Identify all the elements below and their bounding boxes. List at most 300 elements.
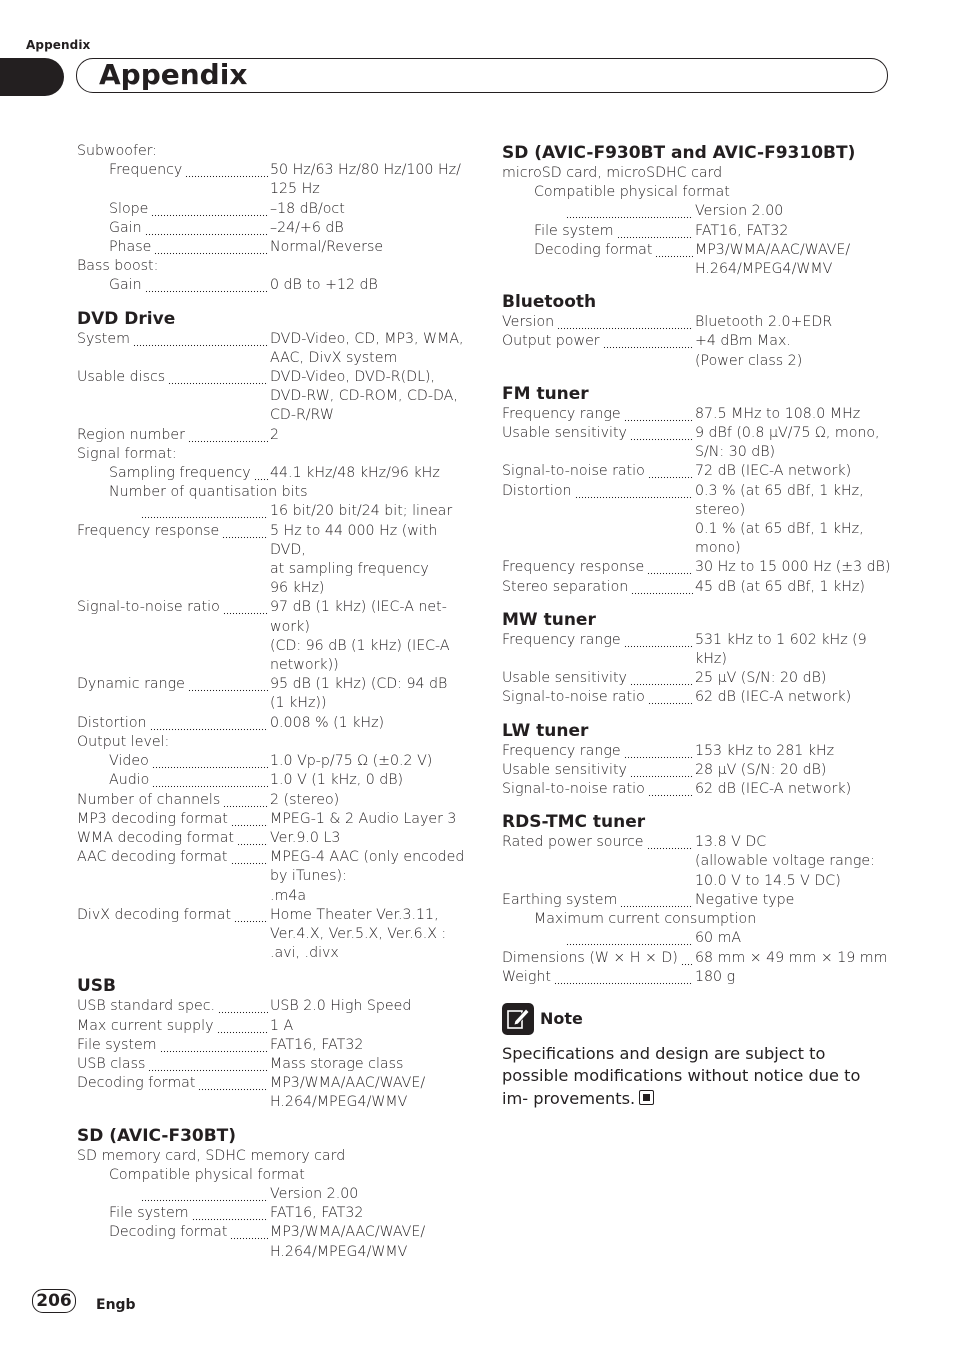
spec-label [109, 276, 268, 295]
spec-value: Negative type [695, 891, 795, 908]
dot-leader [231, 848, 269, 867]
spec-row [77, 829, 467, 848]
dot-leader [160, 1036, 268, 1055]
spec-label [109, 238, 268, 257]
spec-label-text: WMA decoding format [77, 829, 234, 846]
dot-leader [681, 949, 693, 968]
dot-leader [630, 761, 693, 780]
spec-row [77, 1055, 467, 1074]
dot-leader [231, 810, 268, 829]
spec-value: H.264/MPEG4/WMV [270, 1094, 408, 1111]
spec-value: H.264/MPEG4/WMV [695, 261, 833, 278]
dot-leader [648, 780, 693, 799]
spec-label [109, 161, 268, 180]
spec-value: 50 Hz/63 Hz/80 Hz/100 Hz/ [270, 162, 461, 179]
spec-value: 62 dB (IEC-A network) [695, 689, 852, 706]
spec-label [502, 761, 693, 780]
spec-value: .avi, .divx [270, 945, 339, 962]
dot-leader [237, 829, 268, 848]
spec-label [77, 810, 268, 829]
spec-value: Home Theater Ver.3.11, [270, 906, 439, 923]
spec-label [502, 688, 693, 707]
spec-value: Normal/Reverse [270, 239, 384, 256]
spec-label-text: Signal-to-noise ratio [502, 689, 645, 706]
dot-leader [647, 833, 693, 852]
spec-label [502, 332, 693, 351]
spec-label [77, 997, 268, 1016]
spec-label [77, 791, 268, 810]
spec-label-text: Video [109, 753, 149, 770]
spec-label [502, 949, 693, 968]
spec-value: 180 g [695, 968, 736, 985]
spec-label [502, 742, 693, 761]
spec-label [109, 219, 268, 238]
right-column [502, 142, 892, 1110]
spec-value: 1.0 Vp-p/75 Ω (±0.2 V) [270, 753, 433, 770]
spec-row [502, 833, 892, 891]
dot-leader [254, 464, 268, 483]
spec-label [109, 1223, 268, 1242]
spec-label-text: Dynamic range [77, 676, 185, 693]
dot-leader [154, 238, 268, 257]
spec-row [77, 219, 467, 238]
spec-value: by iTunes): [270, 868, 347, 885]
spec-value: FAT16, FAT32 [695, 222, 789, 239]
spec-row [77, 997, 467, 1016]
spec-value: Version 2.00 [695, 203, 784, 220]
spec-group-label: Subwoofer: [77, 143, 158, 159]
spec-row [77, 1017, 467, 1036]
spec-value: MP3/WMA/AAC/WAVE/ [270, 1224, 426, 1241]
dot-leader [218, 997, 268, 1016]
spec-label-text: Frequency range [502, 631, 621, 648]
spec-value: (CD: 96 dB (1 kHz) (IEC-A [270, 637, 450, 654]
spec-label-text: Frequency range [502, 405, 621, 422]
spec-row [77, 502, 467, 521]
spec-label [77, 1055, 268, 1074]
dot-leader [141, 1185, 268, 1204]
spec-value: 68 mm × 49 mm × 19 mm [695, 949, 888, 966]
spec-label-text: Decoding format [534, 241, 653, 258]
spec-label-text: Decoding format [77, 1075, 196, 1092]
spec-row [502, 761, 892, 780]
dot-leader [150, 714, 268, 733]
spec-value: S/N: 30 dB) [695, 444, 776, 461]
dot-leader [648, 688, 693, 707]
spec-label [502, 405, 693, 424]
spec-row [77, 330, 467, 368]
dot-leader [566, 929, 693, 948]
spec-value: 25 µV (S/N: 20 dB) [695, 670, 827, 687]
running-head: Appendix [26, 38, 91, 52]
spec-value: –18 dB/oct [270, 200, 345, 217]
spec-row [502, 202, 892, 221]
section-heading: SD (AVIC-F30BT) [77, 1125, 237, 1146]
spec-row [77, 1185, 467, 1204]
spec-row [77, 426, 467, 445]
spec-label-text: Output power [502, 333, 600, 350]
spec-label-text: MP3 decoding format [77, 810, 228, 827]
spec-row [77, 810, 467, 829]
spec-value: 97 dB (1 kHz) (IEC-A net- [270, 599, 447, 616]
spec-value: MP3/WMA/AAC/WAVE/ [270, 1075, 426, 1092]
spec-label [77, 1017, 268, 1036]
spec-label [77, 426, 268, 445]
spec-value: at sampling frequency [270, 561, 429, 578]
section-heading: SD (AVIC-F930BT and AVIC-F9310BT) [502, 143, 856, 163]
dot-leader [575, 482, 693, 501]
language-code: Engb [96, 1297, 136, 1313]
spec-label [502, 833, 693, 852]
spec-value: +4 dBm Max. [695, 333, 791, 350]
spec-label [502, 462, 693, 481]
section-heading: RDS-TMC tuner [502, 812, 646, 833]
spec-label-text: Frequency range [502, 742, 621, 759]
spec-label-text: Rated power source [502, 834, 644, 851]
dot-leader [630, 424, 693, 443]
spec-row [77, 161, 467, 199]
section-heading: USB [77, 976, 117, 997]
spec-value: MPEG-1 & 2 Audio Layer 3 [270, 810, 457, 827]
spec-label [502, 482, 693, 501]
spec-value: network)) [270, 657, 339, 674]
dot-leader [133, 330, 268, 349]
spec-label-text: Region number [77, 426, 185, 443]
spec-label-text: DivX decoding format [77, 906, 232, 923]
dot-leader [630, 669, 693, 688]
spec-row [502, 631, 892, 669]
spec-value: CD-R/RW [270, 407, 334, 424]
page-title: Appendix [99, 58, 248, 91]
dot-leader [631, 578, 693, 597]
dot-leader [648, 462, 693, 481]
dot-leader [168, 368, 268, 387]
dot-leader [188, 675, 268, 694]
spec-label-text: Frequency response [502, 559, 645, 576]
page-number: 206 [32, 1289, 76, 1313]
spec-row [77, 368, 467, 426]
spec-group-label: Compatible physical format [534, 184, 730, 201]
spec-value: 2 (stereo) [270, 791, 340, 808]
spec-value: MPEG-4 AAC (only encoded [270, 849, 465, 866]
spec-group-label: microSD card, microSDHC card [502, 165, 723, 181]
dot-leader [151, 200, 268, 219]
spec-label [502, 424, 693, 443]
spec-label [502, 558, 693, 577]
spec-row [502, 742, 892, 761]
spec-label-text: File system [109, 1205, 189, 1222]
spec-group-label: Output level: [77, 733, 170, 750]
spec-row [502, 669, 892, 688]
spec-value: 62 dB (IEC-A network) [695, 781, 852, 798]
spec-label [502, 578, 693, 597]
spec-row [502, 462, 892, 481]
spec-label [502, 631, 693, 650]
spec-row [502, 891, 892, 910]
spec-row [502, 332, 892, 370]
spec-value: 10.0 V to 14.5 V DC) [695, 872, 841, 889]
title-tab [0, 58, 64, 96]
spec-value: AAC, DivX system [270, 349, 398, 366]
spec-row [77, 1036, 467, 1055]
spec-label [109, 200, 268, 219]
spec-label [109, 771, 268, 790]
spec-label-text: Usable sensitivity [502, 670, 627, 687]
spec-value: 16 bit/20 bit/24 bit; linear [270, 503, 453, 520]
spec-value: 5 Hz to 44 000 Hz (with DVD, [270, 522, 438, 558]
spec-label-text: System [77, 330, 130, 347]
dot-leader [141, 502, 268, 521]
dot-leader [152, 771, 268, 790]
spec-label [566, 929, 693, 948]
section-heading: Bluetooth [502, 292, 597, 313]
spec-row [502, 578, 892, 597]
spec-row [502, 780, 892, 799]
dot-leader [617, 222, 693, 241]
dot-leader [566, 202, 693, 221]
spec-label-text: File system [77, 1036, 157, 1053]
spec-value: DVD-RW, CD-ROM, CD-DA, [270, 388, 458, 405]
spec-group-label: Bass boost: [77, 258, 159, 275]
spec-row [502, 558, 892, 577]
spec-label-text: Usable sensitivity [502, 425, 627, 442]
spec-value: .m4a [270, 887, 307, 904]
spec-label-text: USB class [77, 1055, 146, 1072]
dot-leader [230, 1223, 268, 1242]
spec-value: MP3/WMA/AAC/WAVE/ [695, 241, 851, 258]
spec-row [502, 688, 892, 707]
spec-value: (1 kHz)) [270, 695, 327, 712]
spec-row [77, 848, 467, 906]
spec-group-label: Number of quantisation bits [109, 484, 308, 501]
dot-leader [620, 891, 693, 910]
spec-value: 30 Hz to 15 000 Hz (±3 dB) [695, 559, 891, 576]
dot-leader [655, 241, 693, 260]
spec-label [502, 891, 693, 910]
spec-value: 0 dB to +12 dB [270, 277, 378, 294]
spec-row [77, 906, 467, 964]
dot-leader [223, 791, 268, 810]
end-mark-icon [639, 1090, 654, 1105]
spec-value: Mass storage class [270, 1055, 404, 1072]
spec-value: H.264/MPEG4/WMV [270, 1243, 408, 1260]
spec-label [77, 848, 268, 867]
spec-group-label: Signal format: [77, 445, 177, 462]
note-label: Note [540, 1009, 583, 1029]
spec-label-text: File system [534, 222, 614, 239]
spec-value: 2 [270, 426, 280, 443]
spec-label [534, 241, 693, 260]
spec-row [77, 791, 467, 810]
spec-value: –24/+6 dB [270, 219, 344, 236]
note-text: Specifications and design are subject to possible modifications without notice due to im- provements. [502, 1043, 861, 1108]
dot-leader [145, 276, 268, 295]
spec-row [502, 222, 892, 241]
spec-row [77, 675, 467, 713]
spec-label [77, 598, 268, 617]
spec-row [502, 405, 892, 424]
spec-label-text: Signal-to-noise ratio [77, 599, 220, 616]
spec-row [502, 482, 892, 559]
spec-value: DVD-Video, CD, MP3, WMA, [270, 330, 464, 347]
dot-leader [152, 752, 268, 771]
spec-label-text: Frequency response [77, 522, 220, 539]
spec-value: 0.1 % (at 65 dBf, 1 kHz, [695, 521, 864, 538]
spec-value: Version 2.00 [270, 1185, 359, 1202]
dot-leader [222, 522, 268, 541]
spec-row [502, 968, 892, 987]
dot-leader [223, 598, 268, 617]
spec-value: mono) [695, 540, 741, 557]
spec-label-text: Version [502, 314, 555, 331]
spec-label [77, 1036, 268, 1055]
spec-value: 0.008 % (1 kHz) [270, 714, 385, 731]
spec-label [77, 675, 268, 694]
spec-value: 44.1 kHz/48 kHz/96 kHz [270, 465, 440, 482]
spec-row [77, 276, 467, 295]
spec-value: 153 kHz to 281 kHz [695, 742, 835, 759]
spec-label-text: Sampling frequency [109, 465, 251, 482]
spec-value: 87.5 MHz to 108.0 MHz [695, 405, 861, 422]
note-pencil-icon [502, 1003, 534, 1035]
spec-value: 13.8 V DC [695, 834, 767, 851]
spec-label [502, 669, 693, 688]
spec-label-text: Gain [109, 277, 142, 294]
spec-row [77, 464, 467, 483]
spec-label-text: Max current supply [77, 1017, 214, 1034]
spec-value: (Power class 2) [695, 352, 803, 369]
spec-label-text: Signal-to-noise ratio [502, 463, 645, 480]
dot-leader [557, 313, 693, 332]
spec-label [77, 714, 268, 733]
spec-row [77, 752, 467, 771]
spec-group-label: Maximum current consumption [534, 911, 757, 928]
dot-leader [554, 968, 693, 987]
spec-value: 72 dB (IEC-A network) [695, 463, 852, 480]
dot-leader [185, 161, 268, 180]
spec-value: stereo) [695, 501, 746, 518]
spec-label [77, 1074, 268, 1093]
spec-label [141, 1185, 268, 1204]
spec-row [77, 1204, 467, 1223]
dot-leader [148, 1055, 268, 1074]
spec-value: work) [270, 618, 310, 635]
dot-leader [624, 742, 693, 761]
spec-value: Ver.9.0 L3 [270, 829, 341, 846]
left-column [77, 142, 467, 1262]
spec-row [77, 238, 467, 257]
spec-group-label: SD memory card, SDHC memory card [77, 1147, 346, 1164]
spec-value: 45 dB (at 65 dBf, 1 kHz) [695, 578, 865, 595]
spec-row [502, 424, 892, 462]
spec-value: 9 dBf (0.8 µV/75 Ω, mono, [695, 425, 880, 442]
spec-value: FAT16, FAT32 [270, 1036, 364, 1053]
spec-label [77, 522, 268, 541]
spec-row [77, 522, 467, 599]
spec-label-text: Stereo separation [502, 578, 629, 595]
spec-row [77, 1223, 467, 1261]
spec-label [534, 222, 693, 241]
spec-value: (allowable voltage range: [695, 853, 875, 870]
spec-label-text: Distortion [502, 482, 572, 499]
spec-value: 60 mA [695, 930, 742, 947]
dot-leader [192, 1204, 268, 1223]
spec-label [141, 502, 268, 521]
spec-label-text: Number of channels [77, 791, 221, 808]
spec-value: 531 kHz to 1 602 kHz (9 kHz) [695, 631, 867, 668]
spec-label-text: Earthing system [502, 891, 618, 908]
section-heading: MW tuner [502, 609, 596, 630]
spec-value: USB 2.0 High Speed [270, 998, 412, 1015]
spec-label [77, 906, 268, 925]
spec-label [502, 968, 693, 987]
spec-label [109, 1204, 268, 1223]
section-heading: FM tuner [502, 383, 589, 404]
spec-value: 1.0 V (1 kHz, 0 dB) [270, 772, 404, 789]
spec-value: 125 Hz [270, 181, 320, 198]
spec-label [77, 330, 268, 349]
dot-leader [603, 332, 693, 351]
spec-value: Bluetooth 2.0+EDR [695, 314, 833, 331]
spec-label-text: Phase [109, 239, 152, 256]
note-body [502, 1043, 887, 1111]
spec-label-text: Usable sensitivity [502, 761, 627, 778]
dot-leader [234, 906, 268, 925]
spec-row [502, 241, 892, 279]
spec-label [566, 202, 693, 221]
dot-leader [145, 219, 268, 238]
dot-leader [188, 426, 268, 445]
spec-label [77, 368, 268, 387]
dot-leader [624, 405, 693, 424]
spec-label-text: Slope [109, 200, 149, 217]
spec-label [77, 829, 268, 848]
spec-value: 1 A [270, 1017, 294, 1034]
spec-label-text: Frequency [109, 162, 183, 179]
spec-label-text: Weight [502, 968, 551, 985]
dot-leader [198, 1074, 268, 1093]
dot-leader [624, 631, 693, 650]
spec-label-text: Audio [109, 772, 150, 789]
spec-label-text: Decoding format [109, 1224, 228, 1241]
spec-row [77, 771, 467, 790]
spec-group-label: Compatible physical format [109, 1166, 305, 1183]
spec-row [77, 200, 467, 219]
spec-row [502, 929, 892, 948]
spec-row [77, 598, 467, 675]
spec-label-text: Signal-to-noise ratio [502, 781, 645, 798]
spec-row [502, 949, 892, 968]
title-box [76, 58, 888, 93]
spec-value: 0.3 % (at 65 dBf, 1 kHz, [695, 482, 864, 499]
section-heading: LW tuner [502, 720, 589, 741]
dot-leader [217, 1017, 268, 1036]
spec-label-text: Distortion [77, 714, 147, 731]
section-heading: DVD Drive [77, 308, 176, 329]
spec-row [77, 714, 467, 733]
spec-label-text: Gain [109, 219, 142, 236]
spec-value: 95 dB (1 kHz) (CD: 94 dB [270, 676, 448, 693]
spec-value: 28 µV (S/N: 20 dB) [695, 761, 827, 778]
spec-label [502, 780, 693, 799]
spec-label-text: AAC decoding format [77, 849, 228, 866]
spec-row [502, 313, 892, 332]
spec-value: 96 kHz) [270, 580, 325, 597]
note-header [502, 1003, 892, 1035]
spec-value: Ver.4.X, Ver.5.X, Ver.6.X : [270, 925, 447, 942]
spec-label [109, 752, 268, 771]
spec-label [109, 464, 268, 483]
